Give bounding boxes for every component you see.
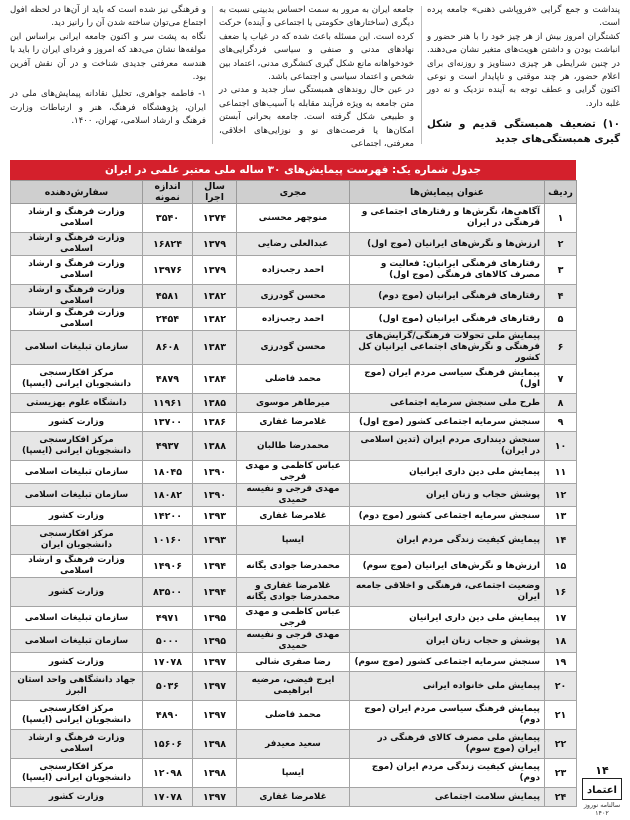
survey-client: وزارت فرهنگ و ارشاد اسلامی	[11, 308, 143, 331]
survey-client: وزارت فرهنگ و ارشاد اسلامی	[11, 555, 143, 578]
survey-client: سازمان تبلیغات اسلامی	[11, 607, 143, 630]
survey-title: پیمایش ملی دین داری ایرانیان	[350, 461, 545, 484]
surveys-table-block	[10, 160, 576, 807]
survey-executor: عباس کاظمی و مهدی فرجی	[237, 461, 350, 484]
row-index: ۶	[545, 331, 577, 365]
survey-year: ۱۳۹۴	[193, 578, 237, 607]
survey-title: پیمایش ملی دین داری ایرانیان	[350, 607, 545, 630]
survey-executor: محمد فاضلی	[237, 701, 350, 730]
survey-title: سنجش سرمایه اجتماعی کشور (موج سوم)	[350, 653, 545, 672]
header-title: عنوان پیمایش‌ها	[350, 181, 545, 204]
table-row	[11, 204, 577, 233]
survey-executor: غلامرضا غفاری	[237, 413, 350, 432]
survey-year: ۱۳۹۵	[193, 630, 237, 653]
survey-executor: سعید معیدفر	[237, 730, 350, 759]
header-index: ردیف	[545, 181, 577, 204]
survey-executor: محمدرضا طالبان	[237, 432, 350, 461]
article-column-right	[427, 4, 620, 147]
surveys-table	[10, 180, 577, 807]
row-index: ۲۲	[545, 730, 577, 759]
survey-executor: غلامرضا غفاری و محمدرضا جوادی یگانه	[237, 578, 350, 607]
row-index: ۲۳	[545, 759, 577, 788]
survey-sample-size: ۴۹۷۱	[143, 607, 193, 630]
survey-title: پیمایش کیفیت زندگی مردم ایران (موج دوم)	[350, 759, 545, 788]
survey-client: مرکز افکارسنجی دانشجویان ایرانی (ایسپا)	[11, 365, 143, 394]
survey-sample-size: ۱۴۹۰۶	[143, 555, 193, 578]
survey-executor: رضا صفری شالی	[237, 653, 350, 672]
survey-executor: محسن گودرزی	[237, 331, 350, 365]
row-index: ۲۱	[545, 701, 577, 730]
survey-sample-size: ۴۸۹۰	[143, 701, 193, 730]
table-row	[11, 308, 577, 331]
row-index: ۱	[545, 204, 577, 233]
survey-sample-size: ۸۳۵۰۰	[143, 578, 193, 607]
survey-client: وزارت کشور	[11, 788, 143, 807]
survey-title: رفتارهای فرهنگی ایرانیان (موج دوم)	[350, 285, 545, 308]
survey-executor: ایسپا	[237, 759, 350, 788]
paragraph: در عین حال روندهای همبستگی ساز جدید و مدنی در متن جامعه به ویژه فرآیند مقابله با آسیب‌های اجتماعی و طبیعی شکل گرفته است. جامعه بحرانی آبستن امکان‌ها یا فرصت‌های نو و نوزایی‌های اخلاقی، معرفتی، اجتماعی	[219, 85, 414, 150]
header-year: سال اجرا	[193, 181, 237, 204]
survey-year: ۱۳۹۷	[193, 672, 237, 701]
header-executor: مجری	[237, 181, 350, 204]
survey-executor: عبدالعلی رضایی	[237, 233, 350, 256]
paragraph: پنداشت و جمع گرایی «فروپاشی ذهنی» جامعه پرده است.	[427, 5, 620, 29]
table-row	[11, 432, 577, 461]
survey-sample-size: ۱۱۹۶۱	[143, 394, 193, 413]
survey-title: سنجش سرمایه اجتماعی کشور (موج دوم)	[350, 507, 545, 526]
survey-year: ۱۳۹۸	[193, 759, 237, 788]
survey-sample-size: ۱۶۸۲۴	[143, 233, 193, 256]
survey-year: ۱۳۷۹	[193, 256, 237, 285]
table-caption: جدول شماره یک: فهرست پیمایش‌های ۳۰ ساله ملی معتبر علمی در ایران	[10, 160, 576, 180]
footnote: ۱- فاطمه جواهری، تحلیل نقادانه پیمایش‌های ملی در ایران، پژوهشگاه فرهنگ، هنر و ارتباطات وزارت فرهنگ و ارشاد اسلامی، تهران، ۱۴۰۰.	[10, 89, 206, 127]
table-row	[11, 526, 577, 555]
survey-client: دانشگاه علوم بهزیستی	[11, 394, 143, 413]
survey-year: ۱۳۹۵	[193, 607, 237, 630]
row-index: ۲۴	[545, 788, 577, 807]
magazine-logo	[582, 778, 622, 800]
row-index: ۷	[545, 365, 577, 394]
survey-client: مرکز افکارسنجی دانشجویان ایران	[11, 526, 143, 555]
row-index: ۳	[545, 256, 577, 285]
survey-title: پیمایش ملی تحولات فرهنگی/گرایش‌های فرهنگی و نگرش‌های اجتماعی ایرانیان کل کشور	[350, 331, 545, 365]
survey-executor: مهدی فرجی و نفیسه حمیدی	[237, 630, 350, 653]
survey-year: ۱۳۹۷	[193, 653, 237, 672]
survey-year: ۱۳۷۴	[193, 204, 237, 233]
survey-sample-size: ۲۴۵۴	[143, 308, 193, 331]
survey-sample-size: ۴۸۷۹	[143, 365, 193, 394]
table-row	[11, 788, 577, 807]
survey-year: ۱۳۸۴	[193, 365, 237, 394]
survey-title: پیمایش فرهنگ سیاسی مردم ایران (موج اول)	[350, 365, 545, 394]
survey-client: وزارت فرهنگ و ارشاد اسلامی	[11, 730, 143, 759]
survey-executor: ایسپا	[237, 526, 350, 555]
survey-title: پیمایش کیفیت زندگی مردم ایران	[350, 526, 545, 555]
survey-client: جهاد دانشگاهی واحد استان البرز	[11, 672, 143, 701]
table-row	[11, 555, 577, 578]
survey-client: وزارت کشور	[11, 507, 143, 526]
row-index: ۸	[545, 394, 577, 413]
table-row	[11, 701, 577, 730]
row-index: ۱۰	[545, 432, 577, 461]
survey-year: ۱۳۹۳	[193, 507, 237, 526]
survey-sample-size: ۱۳۷۰۰	[143, 413, 193, 432]
row-index: ۱۴	[545, 526, 577, 555]
row-index: ۱۹	[545, 653, 577, 672]
survey-title: طرح ملی سنجش سرمایه اجتماعی	[350, 394, 545, 413]
survey-year: ۱۳۸۶	[193, 413, 237, 432]
table-row	[11, 233, 577, 256]
survey-title: پیمایش ملی مصرف کالای فرهنگی در ایران (موج سوم)	[350, 730, 545, 759]
survey-title: ارزش‌ها و نگرش‌های ایرانیان (موج اول)	[350, 233, 545, 256]
survey-sample-size: ۴۹۳۷	[143, 432, 193, 461]
row-index: ۲	[545, 233, 577, 256]
survey-client: وزارت فرهنگ و ارشاد اسلامی	[11, 204, 143, 233]
survey-client: وزارت کشور	[11, 578, 143, 607]
header-sample-size: اندازه نمونه	[143, 181, 193, 204]
survey-sample-size: ۱۵۶۰۶	[143, 730, 193, 759]
paragraph: نگاه به پشت سر و اکنون جامعه ایرانی براساس این مولفه‌ها نشان می‌دهد که امروز و فردای ایران را باید با هندسه معرفتی جدیدی شناخت و در آن نقش آفرین بود.	[10, 31, 206, 83]
survey-title: رفتارهای فرهنگی ایرانیان (موج اول)	[350, 308, 545, 331]
header-client: سفارش‌دهنده	[11, 181, 143, 204]
survey-executor: احمد رجب‌زاده	[237, 308, 350, 331]
survey-client: مرکز افکارسنجی دانشجویان ایرانی (ایسپا)	[11, 432, 143, 461]
table-row	[11, 256, 577, 285]
survey-sample-size: ۱۸۰۴۵	[143, 461, 193, 484]
table-row	[11, 630, 577, 653]
survey-title: سنجش سرمایه اجتماعی کشور (موج اول)	[350, 413, 545, 432]
row-index: ۴	[545, 285, 577, 308]
paragraph: کشتگران امروز بیش از هر چیز خود را با هنر حضور و انباشت بودن و داشتن هویت‌های متغیر نشان می‌دهند. در چنین شرایطی هر چیزی دستاویز و روزنه‌ای برای اعلام حضور، هر چند موقتی و ناپایدار است و نوعی اکنون گرایی و عطف توجه به آینده نزدیک و نه دور غلبه دارد.	[427, 31, 620, 109]
survey-client: وزارت کشور	[11, 413, 143, 432]
survey-client: سازمان تبلیغات اسلامی	[11, 630, 143, 653]
column-divider	[212, 6, 213, 144]
row-index: ۱۱	[545, 461, 577, 484]
survey-client: وزارت فرهنگ و ارشاد اسلامی	[11, 256, 143, 285]
survey-executor: احمد رجب‌زاده	[237, 256, 350, 285]
survey-executor: محمدرضا جوادی یگانه	[237, 555, 350, 578]
row-index: ۹	[545, 413, 577, 432]
column-divider	[421, 6, 422, 144]
table-row	[11, 413, 577, 432]
survey-title: رفتارهای فرهنگی ایرانیان: فعالیت و مصرف کالاهای فرهنگی (موج اول)	[350, 256, 545, 285]
table-row	[11, 607, 577, 630]
survey-title: ارزش‌ها و نگرش‌های ایرانیان (موج سوم)	[350, 555, 545, 578]
table-row	[11, 331, 577, 365]
survey-sample-size: ۱۲۰۹۸	[143, 759, 193, 788]
survey-sample-size: ۱۸۰۸۲	[143, 484, 193, 507]
survey-executor: میرطاهر موسوی	[237, 394, 350, 413]
survey-title: پیمایش ملی خانواده ایرانی	[350, 672, 545, 701]
survey-year: ۱۳۷۹	[193, 233, 237, 256]
row-index: ۱۶	[545, 578, 577, 607]
survey-executor: منوچهر محسنی	[237, 204, 350, 233]
table-row	[11, 394, 577, 413]
survey-sample-size: ۴۵۸۱	[143, 285, 193, 308]
table-body	[11, 204, 577, 807]
table-row	[11, 484, 577, 507]
survey-title: پوشش و حجاب زنان ایران	[350, 630, 545, 653]
survey-sample-size: ۵۰۰۰	[143, 630, 193, 653]
issue-label: سالنامه نوروز ۱۴۰۲	[583, 801, 621, 817]
survey-sample-size: ۱۷۰۷۸	[143, 788, 193, 807]
survey-client: مرکز افکارسنجی دانشجویان ایرانی (ایسپا)	[11, 759, 143, 788]
survey-client: وزارت کشور	[11, 653, 143, 672]
survey-executor: عباس کاظمی و مهدی فرجی	[237, 607, 350, 630]
survey-executor: محسن گودرزی	[237, 285, 350, 308]
survey-year: ۱۳۹۴	[193, 555, 237, 578]
survey-executor: غلامرضا غفاری	[237, 507, 350, 526]
survey-title: سنجش دینداری مردم ایران (تدین اسلامی در ایران)	[350, 432, 545, 461]
survey-sample-size: ۳۵۴۰	[143, 204, 193, 233]
survey-year: ۱۳۸۸	[193, 432, 237, 461]
survey-client: وزارت فرهنگ و ارشاد اسلامی	[11, 285, 143, 308]
survey-sample-size: ۱۴۲۰۰	[143, 507, 193, 526]
survey-year: ۱۳۸۲	[193, 308, 237, 331]
table-row	[11, 653, 577, 672]
row-index: ۱۷	[545, 607, 577, 630]
row-index: ۵	[545, 308, 577, 331]
survey-title: پیمایش فرهنگ سیاسی مردم ایران (موج دوم)	[350, 701, 545, 730]
table-row	[11, 285, 577, 308]
survey-year: ۱۳۹۷	[193, 701, 237, 730]
survey-title: پوشش حجاب و زنان ایران	[350, 484, 545, 507]
survey-year: ۱۳۸۲	[193, 285, 237, 308]
survey-year: ۱۳۹۷	[193, 788, 237, 807]
survey-title: آگاهی‌ها، نگرش‌ها و رفتارهای اجتماعی و فرهنگی در ایران	[350, 204, 545, 233]
logo-wordmark: اعتماد	[587, 785, 617, 796]
table-row	[11, 578, 577, 607]
article-column-left	[10, 4, 206, 129]
survey-year: ۱۳۹۰	[193, 461, 237, 484]
table-row	[11, 672, 577, 701]
article-column-middle	[219, 4, 414, 151]
table-row	[11, 365, 577, 394]
survey-client: سازمان تبلیغات اسلامی	[11, 461, 143, 484]
table-row	[11, 759, 577, 788]
row-index: ۲۰	[545, 672, 577, 701]
survey-year: ۱۳۸۳	[193, 331, 237, 365]
survey-executor: مهدی فرجی و نفیسه حمیدی	[237, 484, 350, 507]
survey-client: وزارت فرهنگ و ارشاد اسلامی	[11, 233, 143, 256]
page-number: ۱۴	[595, 764, 609, 777]
row-index: ۱۸	[545, 630, 577, 653]
table-row	[11, 461, 577, 484]
survey-sample-size: ۱۷۰۷۸	[143, 653, 193, 672]
table-row	[11, 730, 577, 759]
survey-sample-size: ۸۶۰۸	[143, 331, 193, 365]
survey-title: پیمایش سلامت اجتماعی	[350, 788, 545, 807]
table-header-row	[11, 181, 577, 204]
row-index: ۱۵	[545, 555, 577, 578]
survey-sample-size: ۱۰۱۶۰	[143, 526, 193, 555]
survey-executor: غلامرضا غفاری	[237, 788, 350, 807]
row-index: ۱۳	[545, 507, 577, 526]
survey-year: ۱۳۹۳	[193, 526, 237, 555]
survey-client: سازمان تبلیغات اسلامی	[11, 331, 143, 365]
survey-year: ۱۳۹۸	[193, 730, 237, 759]
survey-executor: ایرج فیضی، مرضیه ابراهیمی	[237, 672, 350, 701]
survey-title: وضعیت اجتماعی، فرهنگی و اخلاقی جامعه ایران	[350, 578, 545, 607]
survey-sample-size: ۱۳۹۷۶	[143, 256, 193, 285]
table-row	[11, 507, 577, 526]
survey-client: مرکز افکارسنجی دانشجویان ایرانی (ایسپا)	[11, 701, 143, 730]
survey-sample-size: ۵۰۳۶	[143, 672, 193, 701]
row-index: ۱۲	[545, 484, 577, 507]
survey-year: ۱۳۹۰	[193, 484, 237, 507]
survey-year: ۱۳۸۵	[193, 394, 237, 413]
paragraph: و فرهنگی نیز شده است که باید از آن‌ها در لحظه افول اجتماع می‌توان ساخته شدن آن را رانیز دید.	[10, 5, 206, 29]
survey-client: سازمان تبلیغات اسلامی	[11, 484, 143, 507]
survey-executor: محمد فاضلی	[237, 365, 350, 394]
paragraph: جامعه ایران به مرور به سمت احساس بدبینی نسبت به دیگری (ساختارهای حکومتی یا اجتماعی و آینده) حرکت کرده است. این مسئله باعث شده که در غیاب یا ضعف نهادهای مدنی و صنفی و سیاسی فردگرایی‌های خودخواهانه مانع شکل گیری کنشگری مدنی، اعتماد بین شخص و اعتماد سیاسی و اجتماعی باشد.	[219, 5, 414, 83]
section-title: ۱۰) تضعیف همبستگی قدیم و شکل گیری همبستگی‌های جدید	[427, 119, 620, 146]
